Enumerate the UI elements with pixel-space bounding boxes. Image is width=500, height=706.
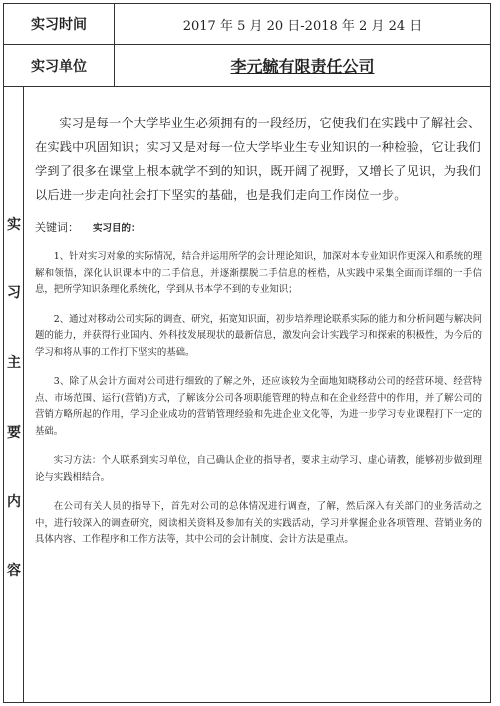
content-body <box>35 111 482 549</box>
side-label-char: 内 <box>7 494 21 510</box>
keywords-line <box>35 219 482 235</box>
purpose-item-1: 1、针对实习对象的实际情况，结合并运用所学的会计理论知识，加深对本专业知识作更深入和系统的理解和领悟，深化认识课本中的二手信息，并逐渐摆脱二手信息的桎梏，从实践中采集全面而详细的一手信息，把所学知识条理化系统化，学到从书本学不到的专业知识； <box>35 251 482 295</box>
period-value: 2017 年 5 月 20 日-2018 年 2 月 24 日 <box>182 18 423 34</box>
purpose-item-2: 2、通过对移动公司实际的调查、研究，拓宽知识面，初步培养理论联系实际的能力和分析问题与解决问题的能力，并获得行业国内、外科技发展现状的最新信息，激发向会计实践学习和探索的积极性，为今后的学习和将从事的工作打下坚实的基础。 <box>35 313 482 358</box>
intro-paragraph: 实习是每一个大学毕业生必须拥有的一段经历，它使我们在实践中了解社会、在实践中巩固知识；实习又是对每一位大学毕业生专业知识的一种检验，它让我们学到了很多在课堂上根本就学不到的知识，既开阔了视野，又增长了见识，为我们以后进一步走向社会打下坚实的基础，也是我们走向工作岗位一步。 <box>35 116 481 202</box>
side-label-char: 要 <box>7 425 21 441</box>
period-row <box>4 4 490 45</box>
side-label-column <box>4 87 24 702</box>
side-label-char: 习 <box>7 285 21 301</box>
company-name: 李元毓有限责任公司 <box>230 57 375 76</box>
company-row <box>4 45 490 87</box>
company-value-cell <box>115 45 490 86</box>
side-label-char: 实 <box>7 217 21 233</box>
period-value-cell <box>115 4 490 44</box>
process-paragraph: 在公司有关人员的指导下，首先对公司的总体情况进行调查，了解，然后深入有关部门的业务活动之中，进行较深入的调查研究，阅读相关资料及参加有关的实践活动，学习并掌握企业各项管理、营销业务的具体内容、工作程序和工作方法等，其中公司的会计制度、会计方法是重点。 <box>35 501 482 545</box>
internship-form <box>3 3 491 703</box>
side-label-char: 主 <box>7 355 21 371</box>
company-label: 实习单位 <box>4 45 115 86</box>
side-label-char: 容 <box>7 563 21 579</box>
purpose-label: 实习目的： <box>93 223 141 234</box>
purpose-item-3: 3、除了从会计方面对公司进行细致的了解之外，还应该较为全面地知晓移动公司的经营环境、经营特点、市场范围、运行(营销)方式，了解该分公司各项职能管理的特点和在企业经营中的作用，并了解公司的营销方略所起的作用，学习企业成功的营销管理经验和先进企业文化等，为进一步学习专业课程打下一定的基础。 <box>35 376 482 437</box>
keywords-label: 关键词： <box>35 221 79 234</box>
period-label: 实习时间 <box>4 4 115 44</box>
method-paragraph: 实习方法：个人联系到实习单位，自己确认企业的指导者，要求主动学习、虚心请教，能够初步做到理论与实践相结合。 <box>35 455 482 483</box>
main-content-section <box>4 87 490 702</box>
